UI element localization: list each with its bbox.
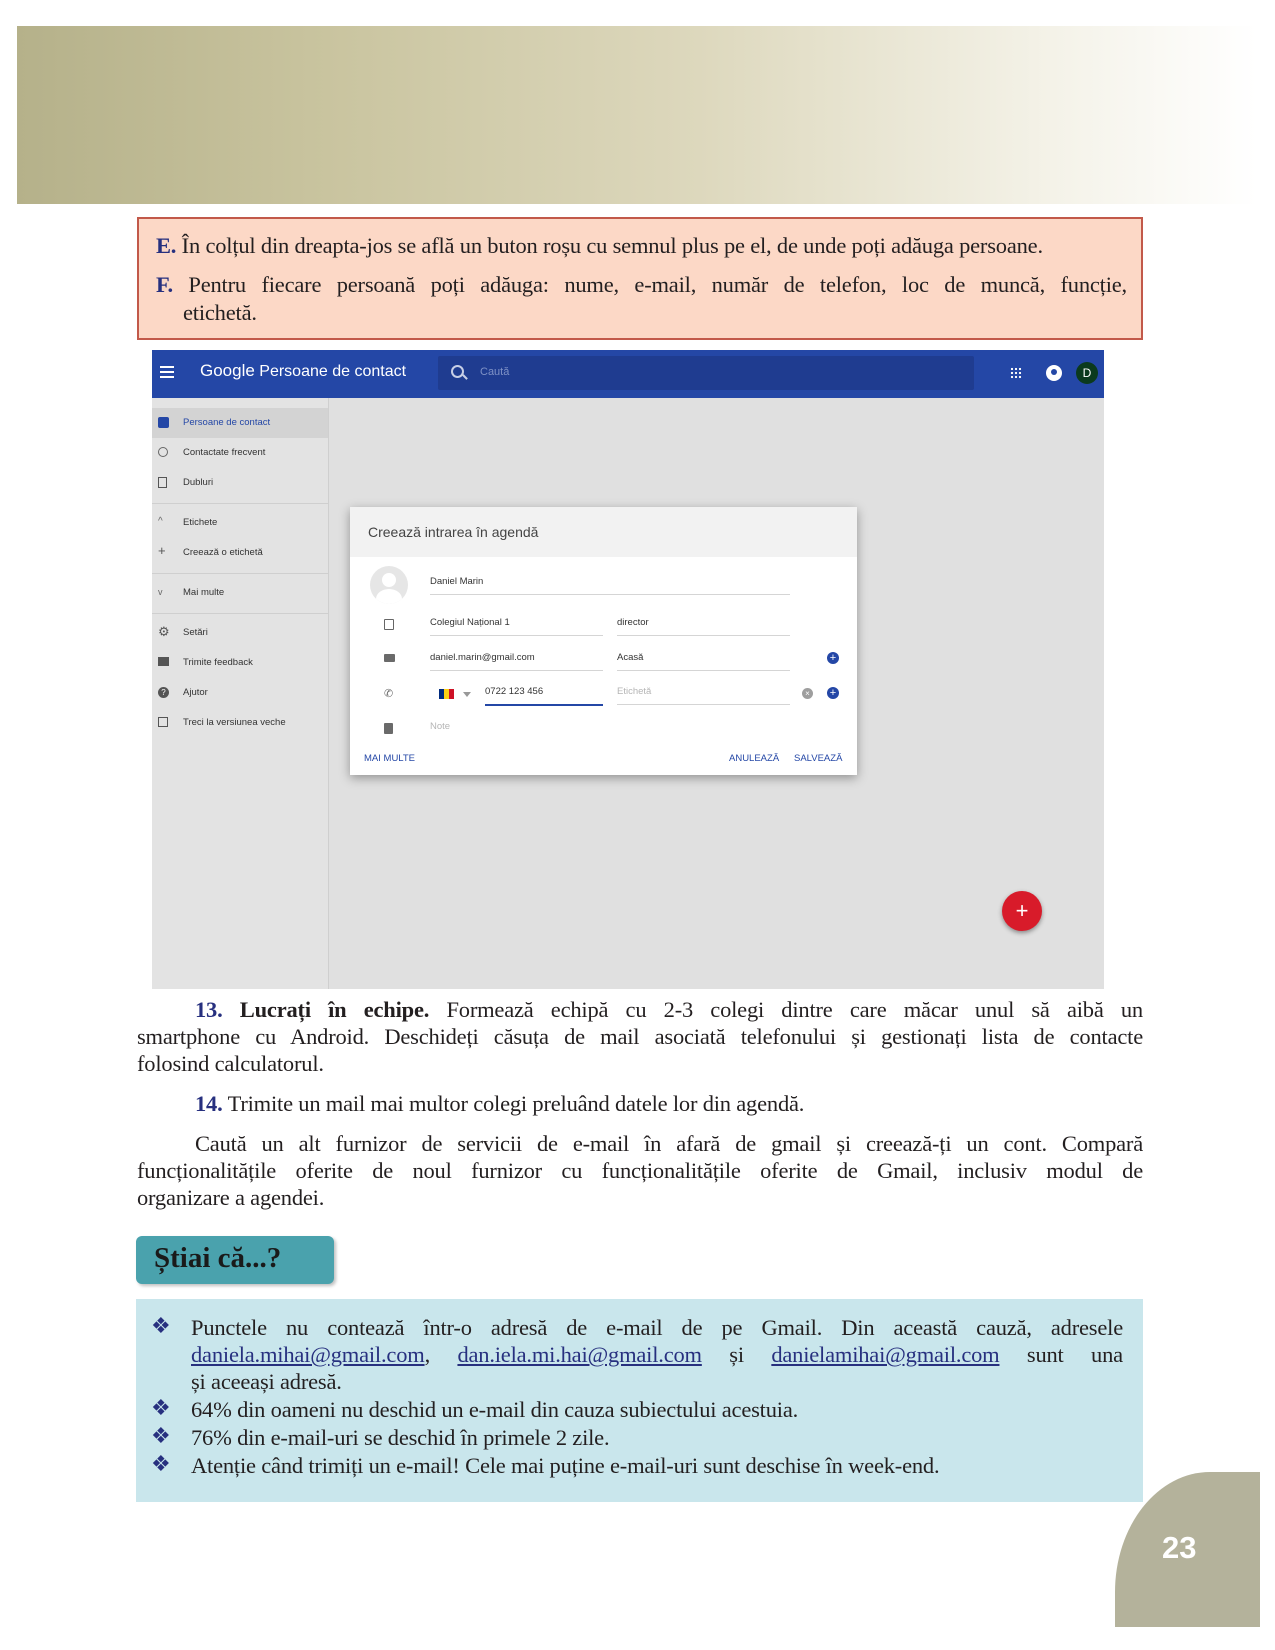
- sidebar-divider: [152, 503, 328, 504]
- menu-icon[interactable]: [160, 366, 174, 378]
- sidebar-divider: [152, 573, 328, 574]
- sidebar-item-settings[interactable]: ⚙ Setări: [158, 624, 208, 639]
- sidebar-item-more[interactable]: v Mai multe: [158, 587, 225, 598]
- sidebar: [152, 398, 329, 989]
- add-email-icon[interactable]: +: [827, 652, 839, 664]
- contact-photo-icon[interactable]: [370, 566, 408, 604]
- email-field[interactable]: daniel.marin@gmail.com: [430, 646, 603, 671]
- letter-e: E.: [156, 233, 177, 258]
- company-field[interactable]: Colegiul Național 1: [430, 611, 603, 636]
- task-13: [137, 996, 1143, 1077]
- chevron-up-icon: ^: [158, 516, 163, 527]
- did-you-know-box: [136, 1299, 1143, 1502]
- fact-2: 64% din oameni nu deschid un e-mail din cauza subiectului acestuia.: [191, 1397, 799, 1422]
- gear-icon: ⚙: [158, 624, 170, 639]
- create-contact-dialog: [350, 507, 857, 775]
- page-number: 23: [1162, 1530, 1197, 1565]
- cancel-button[interactable]: ANULEAZĂ: [729, 753, 780, 764]
- notes-icon: [384, 723, 393, 734]
- add-contact-button[interactable]: +: [1002, 891, 1042, 931]
- sidebar-item-frequent[interactable]: Contactate frecvent: [152, 438, 328, 468]
- notifications-icon[interactable]: [1046, 365, 1062, 381]
- clear-icon[interactable]: ×: [802, 688, 813, 699]
- bullet-icon: ❖: [151, 1313, 171, 1338]
- sidebar-item-help[interactable]: ? Ajutor: [152, 678, 328, 708]
- copy-icon: [158, 477, 167, 488]
- instruction-f-text-cont: etichetă.: [183, 300, 257, 325]
- bullet-icon: ❖: [151, 1395, 171, 1420]
- dialog-header: [350, 507, 857, 557]
- country-dropdown-icon[interactable]: [463, 692, 471, 697]
- help-icon: ?: [158, 687, 169, 698]
- bullet-icon: ❖: [151, 1423, 171, 1448]
- name-field[interactable]: Daniel Marin: [430, 570, 790, 595]
- task-13-line-3: folosind calculatorul.: [137, 1051, 324, 1076]
- sidebar-item-create-label[interactable]: + Creează o etichetă: [158, 543, 263, 558]
- instruction-box: [137, 217, 1143, 340]
- task-14: 14. Trimite un mail mai multor colegi preluând datele lor din agendă.: [195, 1091, 805, 1116]
- email-icon: [384, 654, 395, 662]
- contacts-screenshot: [152, 350, 1104, 989]
- fact-1: Punctele nu contează într-o adresă de e-mail de pe Gmail. Din această cauză, adresele daniela.mihai@gmail.com, dan.iela.mi.hai@gmail.com și danielamihai@gmail.com sunt una și aceeași adresă.: [191, 1315, 1123, 1394]
- app-bar: [152, 350, 1104, 398]
- task-13-line-1: 13. Lucrați în echipe. Formează echipă cu 2-3 colegi dintre care măcar unul să aibă un: [195, 997, 1143, 1022]
- dialog-title: Creează intrarea în agendă: [368, 524, 539, 540]
- apps-grid-icon[interactable]: [1010, 367, 1022, 379]
- app-title: Google Persoane de contact: [200, 361, 407, 380]
- job-title-field[interactable]: director: [617, 611, 790, 636]
- chevron-down-icon: v: [158, 587, 163, 597]
- contacts-icon: [158, 417, 169, 428]
- instruction-f: [156, 271, 1127, 299]
- avatar[interactable]: D: [1076, 362, 1098, 384]
- exit-icon: [158, 717, 168, 727]
- extra-task: [137, 1130, 1143, 1211]
- sidebar-item-feedback[interactable]: Trimite feedback: [152, 648, 328, 678]
- extra-line-2: funcționalitățile oferite de noul furnizor cu funcționalitățile oferite de Gmail, inclusiv modul de: [137, 1158, 1143, 1183]
- email-link-3[interactable]: danielamihai@gmail.com: [771, 1342, 1000, 1367]
- extra-line-3: organizare a agendei.: [137, 1185, 325, 1210]
- company-icon: [384, 619, 394, 630]
- email-link-1[interactable]: daniela.mihai@gmail.com: [191, 1342, 425, 1367]
- add-phone-icon[interactable]: +: [827, 687, 839, 699]
- more-button[interactable]: MAI MULTE: [364, 753, 416, 764]
- did-you-know-title-box: [136, 1236, 334, 1284]
- sidebar-item-contacts[interactable]: Persoane de contact: [152, 408, 328, 438]
- sidebar-divider: [152, 613, 328, 614]
- task-13-line-2: smartphone cu Android. Deschideți căsuța de mail asociată telefonului și gestionați lista de contacte: [137, 1024, 1143, 1049]
- bullet-icon: ❖: [151, 1451, 171, 1476]
- sidebar-item-duplicates[interactable]: Dubluri: [152, 468, 328, 498]
- history-icon: [158, 447, 168, 457]
- did-you-know-title: Știai că...?: [154, 1242, 282, 1274]
- email-link-2[interactable]: dan.iela.mi.hai@gmail.com: [457, 1342, 702, 1367]
- search-icon: [451, 365, 464, 378]
- instruction-e-text: În colțul din dreapta-jos se află un buton roșu cu semnul plus pe el, de unde poți adăuga persoane.: [181, 233, 1043, 258]
- country-flag-icon[interactable]: [439, 689, 454, 699]
- email-label-select[interactable]: Acasă: [617, 646, 790, 671]
- instruction-e: [156, 232, 1043, 260]
- search-placeholder: Caută: [480, 366, 510, 378]
- feedback-icon: [158, 657, 169, 666]
- phone-field[interactable]: 0722 123 456: [485, 680, 603, 706]
- fact-4: Atenție când trimiți un e-mail! Cele mai puține e-mail-uri sunt deschise în week-end.: [191, 1453, 940, 1478]
- flag-stripe-red: [449, 689, 454, 699]
- instruction-f-text: Pentru fiecare persoană poți adăuga: nume, e-mail, număr de telefon, loc de muncă, funcție,: [188, 272, 1127, 297]
- save-button[interactable]: SALVEAZĂ: [794, 753, 843, 764]
- search-input[interactable]: [438, 356, 974, 390]
- fact-3: 76% din e-mail-uri se deschid în primele 2 zile.: [191, 1425, 610, 1450]
- sidebar-item-old-version[interactable]: Treci la versiunea veche: [152, 708, 328, 738]
- header-banner: [17, 26, 1257, 204]
- sidebar-item-labels[interactable]: ^ Etichete: [158, 516, 218, 528]
- letter-f: F.: [156, 272, 173, 297]
- notes-field[interactable]: Note: [430, 721, 451, 732]
- plus-icon: +: [158, 543, 166, 558]
- phone-label-field[interactable]: Etichetă: [617, 680, 790, 705]
- phone-icon: ✆: [384, 688, 394, 700]
- extra-line-1: Caută un alt furnizor de servicii de e-mail în afară de gmail și creează-ți un cont. Compară: [195, 1131, 1143, 1156]
